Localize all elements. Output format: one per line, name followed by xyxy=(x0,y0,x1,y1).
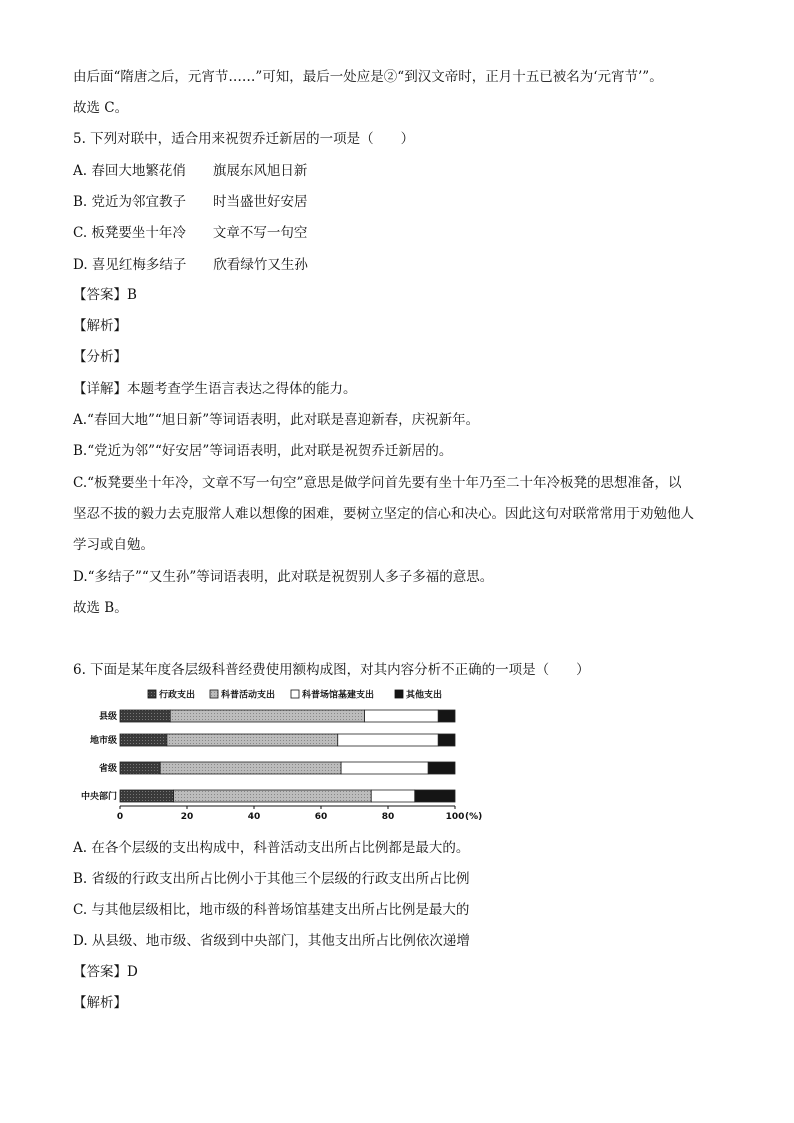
text-line: 故选 C。 xyxy=(73,100,129,116)
legend-swatch xyxy=(148,690,156,698)
question-6-stem: 6. 下面是某年度各层级科普经费使用额构成图，对其内容分析不正确的一项是（ ） xyxy=(73,662,590,678)
legend-swatch xyxy=(395,690,403,698)
legend-swatch xyxy=(291,690,299,698)
chart-legend xyxy=(148,689,442,701)
option-a: A. 春回大地繁花俏 旗展东风旭日新 xyxy=(73,163,308,179)
answer-label: 【答案】B xyxy=(73,287,137,303)
option-d: D. 从县级、地市级、省级到中央部门，其他支出所占比例依次递增 xyxy=(73,933,470,949)
legend-label: 行政支出 xyxy=(159,690,196,701)
x-unit-label: (%) xyxy=(465,812,483,822)
detail-line: B.“党近为邻”“好安居”等词语表明，此对联是祝贺乔迁新居的。 xyxy=(73,443,453,459)
option-b: B. 党近为邻宜教子 时当盛世好安居 xyxy=(73,194,308,210)
bar-segment xyxy=(120,790,174,802)
category-label: 省级 xyxy=(98,764,117,774)
analysis-sub-label: 【分析】 xyxy=(73,349,127,365)
detail-line: 【详解】本题考查学生语言表达之得体的能力。 xyxy=(73,381,357,397)
legend-label: 科普活动支出 xyxy=(221,690,276,701)
bar-segment xyxy=(170,710,364,722)
bar-segment xyxy=(160,762,341,774)
bar-segment xyxy=(428,762,455,774)
bar-segment xyxy=(341,762,428,774)
bar-segment xyxy=(338,734,439,746)
bar-segment xyxy=(371,790,415,802)
bar-segment xyxy=(365,710,439,722)
option-d: D. 喜见红梅多结子 欣看绿竹又生孙 xyxy=(73,257,308,273)
bar-segment xyxy=(120,710,170,722)
bar-segment xyxy=(174,790,372,802)
category-label: 县级 xyxy=(98,712,117,722)
option-a: A. 在各个层级的支出构成中，科普活动支出所占比例都是最大的。 xyxy=(73,840,470,856)
stacked-bar-chart xyxy=(73,686,483,826)
x-tick-label: 0 xyxy=(116,812,124,822)
answer-label: 【答案】D xyxy=(73,964,138,980)
bar-segment xyxy=(120,734,167,746)
x-tick-label: 40 xyxy=(247,812,261,822)
category-label: 地市级 xyxy=(89,736,117,746)
bar-segment xyxy=(415,790,455,802)
text-line: 由后面“隋唐之后，元宵节……”可知，最后一处应是②“到汉文帝时，正月十五已被名为‘元宵节’”。 xyxy=(73,69,663,85)
detail-line: 坚忍不拔的毅力去克服常人难以想像的困难，要树立坚定的信心和决心。因此这句对联常常用于劝勉他人 xyxy=(73,506,694,522)
detail-line: 学习或自勉。 xyxy=(73,537,154,553)
question-5-stem: 5. 下列对联中，适合用来祝贺乔迁新居的一项是（ ） xyxy=(73,131,415,147)
category-label: 中央部门 xyxy=(80,792,117,802)
analysis-label: 【解析】 xyxy=(73,995,127,1011)
bar-segment xyxy=(167,734,338,746)
x-tick-label: 80 xyxy=(381,812,395,822)
x-tick-label: 100 xyxy=(445,812,465,822)
option-c: C. 与其他层级相比，地市级的科普场馆基建支出所占比例是最大的 xyxy=(73,902,470,918)
detail-line: A.“春回大地”“旭日新”等词语表明，此对联是喜迎新春，庆祝新年。 xyxy=(73,412,480,428)
legend-label: 科普场馆基建支出 xyxy=(302,690,375,701)
analysis-label: 【解析】 xyxy=(73,318,127,334)
bar-segment xyxy=(438,710,455,722)
bar-segment xyxy=(438,734,455,746)
detail-line: C.“板凳要坐十年冷，文章不写一句空”意思是做学问首先要有坐十年乃至二十年冷板凳的思想准备，以 xyxy=(73,475,682,491)
option-c: C. 板凳要坐十年冷 文章不写一句空 xyxy=(73,225,308,241)
x-tick-label: 20 xyxy=(180,812,194,822)
option-b: B. 省级的行政支出所占比例小于其他三个层级的行政支出所占比例 xyxy=(73,871,470,887)
x-tick-label: 60 xyxy=(314,812,328,822)
legend-swatch xyxy=(210,690,218,698)
detail-line: D.“多结子”“又生孙”等词语表明，此对联是祝贺别人多子多福的意思。 xyxy=(73,569,494,585)
text-line: 故选 B。 xyxy=(73,600,128,616)
bar-segment xyxy=(120,762,160,774)
legend-label: 其他支出 xyxy=(406,690,443,701)
